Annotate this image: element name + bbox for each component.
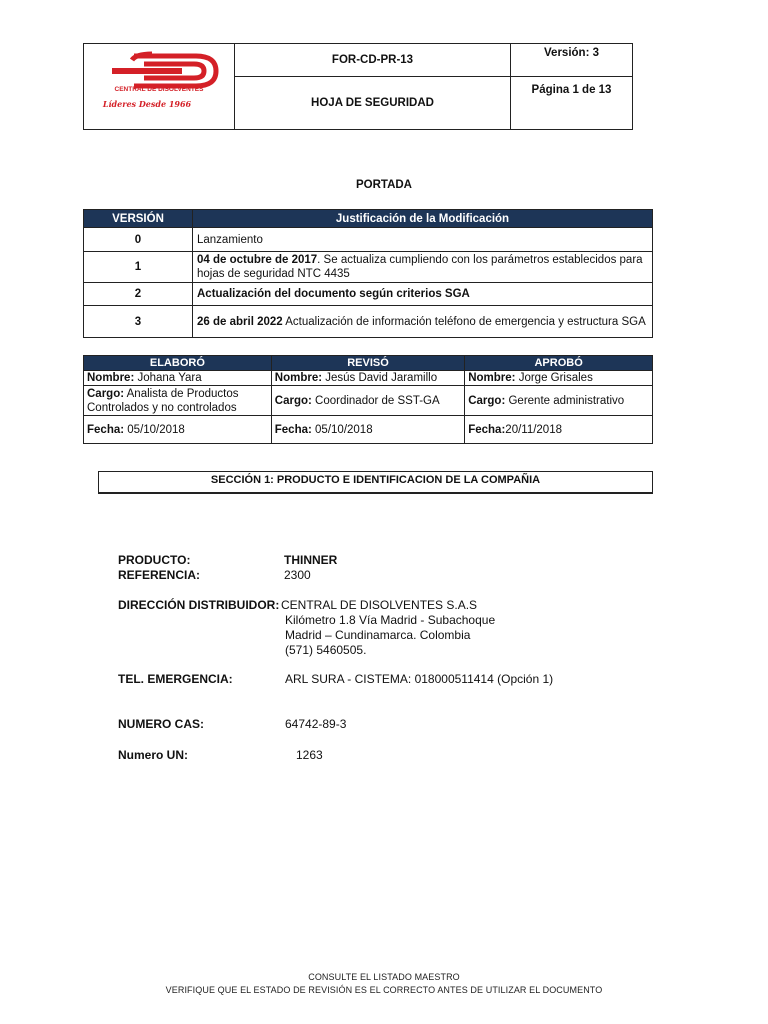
version-column-header: VERSIÓN [84,210,193,228]
revision-table [83,209,653,338]
reviso-date: Fecha: 05/10/2018 [271,416,464,444]
approval-header-row [84,356,653,371]
footer-line-1: CONSULTE EL LISTADO MAESTRO [308,972,460,982]
logo-tagline: Líderes Desde 1966 [102,99,192,109]
version-cell: 1 [84,252,193,283]
aprobo-date: Fecha:20/11/2018 [465,416,653,444]
elaboro-name: Nombre: Johana Yara [84,371,272,386]
direccion-line-2: Kilómetro 1.8 Vía Madrid - Subachoque [285,613,496,627]
document-title: HOJA DE SEGURIDAD [235,76,511,129]
elaboro-date: Fecha: 05/10/2018 [84,416,272,444]
table-row [84,252,653,283]
logo-cell [84,44,235,130]
direccion-label: DIRECCIÓN DISTRIBUIDOR: [118,598,280,612]
document-header [83,43,633,130]
aprobo-name: Nombre: Jorge Grisales [465,371,653,386]
reviso-header: REVISÓ [271,356,464,371]
cas-label: NUMERO CAS: [118,717,204,731]
justification-cell: Lanzamiento [193,228,653,252]
table-row [84,306,653,338]
table-row [84,386,653,416]
un-label: Numero UN: [118,748,189,762]
company-logo [84,44,234,126]
justification-column-header: Justificación de la Modificación [193,210,653,228]
aprobo-header: APROBÓ [465,356,653,371]
table-row [84,228,653,252]
footer-line-2: VERIFIQUE QUE EL ESTADO DE REVISIÓN ES EL CORRECTO ANTES DE UTILIZAR EL DOCUMENTO [165,985,603,995]
logo-text: CENTRAL DE DISOLVENTES [114,86,204,93]
justification-cell: 04 de octubre de 2017. Se actualiza cumpliendo con los parámetros establecidos para hojas de seguridad NTC 4435 [193,252,653,283]
referencia-label: REFERENCIA: [118,568,201,582]
justification-cell: Actualización del documento según criterios SGA [193,283,653,306]
tel-emergencia-label: TEL. EMERGENCIA: [118,672,233,686]
version-cell: 3 [84,306,193,338]
revision-header-row [84,210,653,228]
tel-emergencia-value: ARL SURA - CISTEMA: 018000511414 (Opción 1) [285,672,554,686]
approval-table [83,355,653,444]
table-row [84,283,653,306]
section-1-title: SECCIÓN 1: PRODUCTO E IDENTIFICACION DE LA COMPAÑIA [98,471,653,494]
elaboro-header: ELABORÓ [84,356,272,371]
direccion-line-3: Madrid – Cundinamarca. Colombia [285,628,471,642]
producto-label: PRODUCTO: [118,553,191,567]
reviso-name: Nombre: Jesús David Jaramillo [271,371,464,386]
reviso-role: Cargo: Coordinador de SST-GA [271,386,464,416]
un-value: 1263 [296,748,323,762]
cover-title: PORTADA [355,179,412,191]
aprobo-role: Cargo: Gerente administrativo [465,386,653,416]
version-cell: 0 [84,228,193,252]
referencia-value: 2300 [284,568,311,582]
producto-value: THINNER [284,553,338,567]
form-code: FOR-CD-PR-13 [235,44,511,77]
direccion-line-1: CENTRAL DE DISOLVENTES S.A.S [281,598,478,612]
version-label: Versión: 3 [511,44,633,77]
version-cell: 2 [84,283,193,306]
page-number: Página 1 de 13 [511,76,633,129]
justification-cell: 26 de abril 2022 Actualización de información teléfono de emergencia y estructura SGA [193,306,653,338]
direccion-line-4: (571) 5460505. [285,643,367,657]
elaboro-role: Cargo: Analista de Productos Controlados y no controlados [84,386,272,416]
table-row [84,371,653,386]
table-row [84,416,653,444]
cas-value: 64742-89-3 [285,717,347,731]
